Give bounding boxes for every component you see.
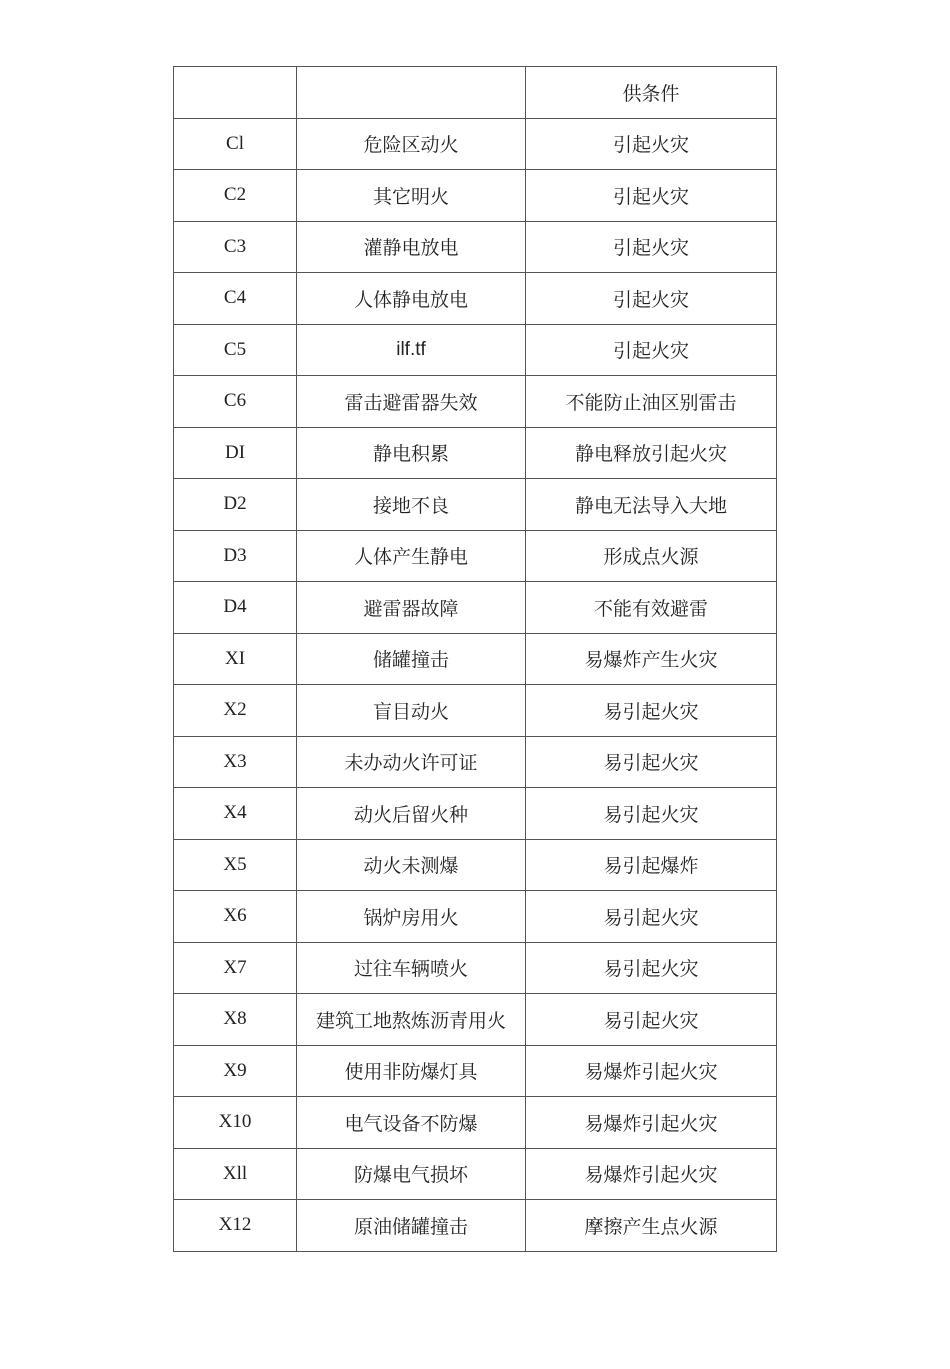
event-condition: 静电无法导入大地: [526, 479, 777, 531]
event-code: D4: [174, 582, 297, 634]
table-row: [174, 376, 777, 428]
event-code: Xll: [174, 1148, 297, 1200]
event-name: 盲目动火: [297, 685, 526, 737]
header-cell-event: [297, 67, 526, 119]
event-name: 人体静电放电: [297, 273, 526, 325]
event-name: 接地不良: [297, 479, 526, 531]
header-cell-condition: 供条件: [526, 67, 777, 119]
event-condition: 静电释放引起火灾: [526, 427, 777, 479]
event-code: X3: [174, 736, 297, 788]
event-code: C3: [174, 221, 297, 273]
event-condition: 引起火灾: [526, 221, 777, 273]
table-row: [174, 1097, 777, 1149]
event-condition: 易引起爆炸: [526, 839, 777, 891]
table-body: [174, 67, 777, 1252]
table-row: [174, 324, 777, 376]
header-cell-code: [174, 67, 297, 119]
event-code: X6: [174, 891, 297, 943]
table-header-row: [174, 67, 777, 119]
event-code: C6: [174, 376, 297, 428]
event-name: 灌静电放电: [297, 221, 526, 273]
event-condition: 易爆炸产生火灾: [526, 633, 777, 685]
event-name: 建筑工地熬炼沥青用火: [297, 994, 526, 1046]
event-name: 人体产生静电: [297, 530, 526, 582]
table-row: [174, 1045, 777, 1097]
event-name: 动火未测爆: [297, 839, 526, 891]
table-row: [174, 221, 777, 273]
event-code: X10: [174, 1097, 297, 1149]
event-name: 防爆电气损坏: [297, 1148, 526, 1200]
event-condition: 易引起火灾: [526, 788, 777, 840]
event-condition: 易爆炸引起火灾: [526, 1097, 777, 1149]
event-code: D3: [174, 530, 297, 582]
event-code: DI: [174, 427, 297, 479]
event-condition: 易爆炸引起火灾: [526, 1045, 777, 1097]
event-name: 其它明火: [297, 170, 526, 222]
event-name: 雷击避雷器失效: [297, 376, 526, 428]
event-name: 危险区动火: [297, 118, 526, 170]
event-name: ilf.tf: [297, 324, 526, 376]
table-row: [174, 788, 777, 840]
event-name: 未办动火许可证: [297, 736, 526, 788]
event-condition: 易爆炸引起火灾: [526, 1148, 777, 1200]
event-code: C5: [174, 324, 297, 376]
event-code: XI: [174, 633, 297, 685]
event-code: X7: [174, 942, 297, 994]
event-condition: 引起火灾: [526, 170, 777, 222]
event-condition: 易引起火灾: [526, 685, 777, 737]
event-code: X2: [174, 685, 297, 737]
event-name: 过往车辆喷火: [297, 942, 526, 994]
table-row: [174, 582, 777, 634]
event-name: 锅炉房用火: [297, 891, 526, 943]
event-name: 静电积累: [297, 427, 526, 479]
event-name: 储罐撞击: [297, 633, 526, 685]
table-row: [174, 427, 777, 479]
event-condition: 易引起火灾: [526, 891, 777, 943]
event-name: 原油储罐撞击: [297, 1200, 526, 1252]
table-row: [174, 479, 777, 531]
event-name: 避雷器故障: [297, 582, 526, 634]
table-row: [174, 118, 777, 170]
event-condition: 引起火灾: [526, 273, 777, 325]
table-row: [174, 530, 777, 582]
event-condition: 不能防止油区别雷击: [526, 376, 777, 428]
event-code: X5: [174, 839, 297, 891]
event-condition: 易引起火灾: [526, 942, 777, 994]
event-condition: 摩擦产生点火源: [526, 1200, 777, 1252]
event-condition: 易引起火灾: [526, 736, 777, 788]
event-code: C2: [174, 170, 297, 222]
hazard-event-table: [173, 66, 777, 1252]
event-name: 使用非防爆灯具: [297, 1045, 526, 1097]
table-row: [174, 685, 777, 737]
table-row: [174, 942, 777, 994]
event-code: X9: [174, 1045, 297, 1097]
event-code: Cl: [174, 118, 297, 170]
table-row: [174, 170, 777, 222]
table-row: [174, 633, 777, 685]
table-row: [174, 736, 777, 788]
table-row: [174, 273, 777, 325]
event-condition: 易引起火灾: [526, 994, 777, 1046]
event-condition: 引起火灾: [526, 118, 777, 170]
event-name: 动火后留火种: [297, 788, 526, 840]
event-condition: 形成点火源: [526, 530, 777, 582]
event-condition: 不能有效避雷: [526, 582, 777, 634]
event-condition: 引起火灾: [526, 324, 777, 376]
table-row: [174, 1200, 777, 1252]
table-row: [174, 1148, 777, 1200]
event-code: C4: [174, 273, 297, 325]
table-row: [174, 891, 777, 943]
event-code: X4: [174, 788, 297, 840]
event-code: D2: [174, 479, 297, 531]
event-name: 电气设备不防爆: [297, 1097, 526, 1149]
event-code: X8: [174, 994, 297, 1046]
table-row: [174, 839, 777, 891]
event-code: X12: [174, 1200, 297, 1252]
table-row: [174, 994, 777, 1046]
